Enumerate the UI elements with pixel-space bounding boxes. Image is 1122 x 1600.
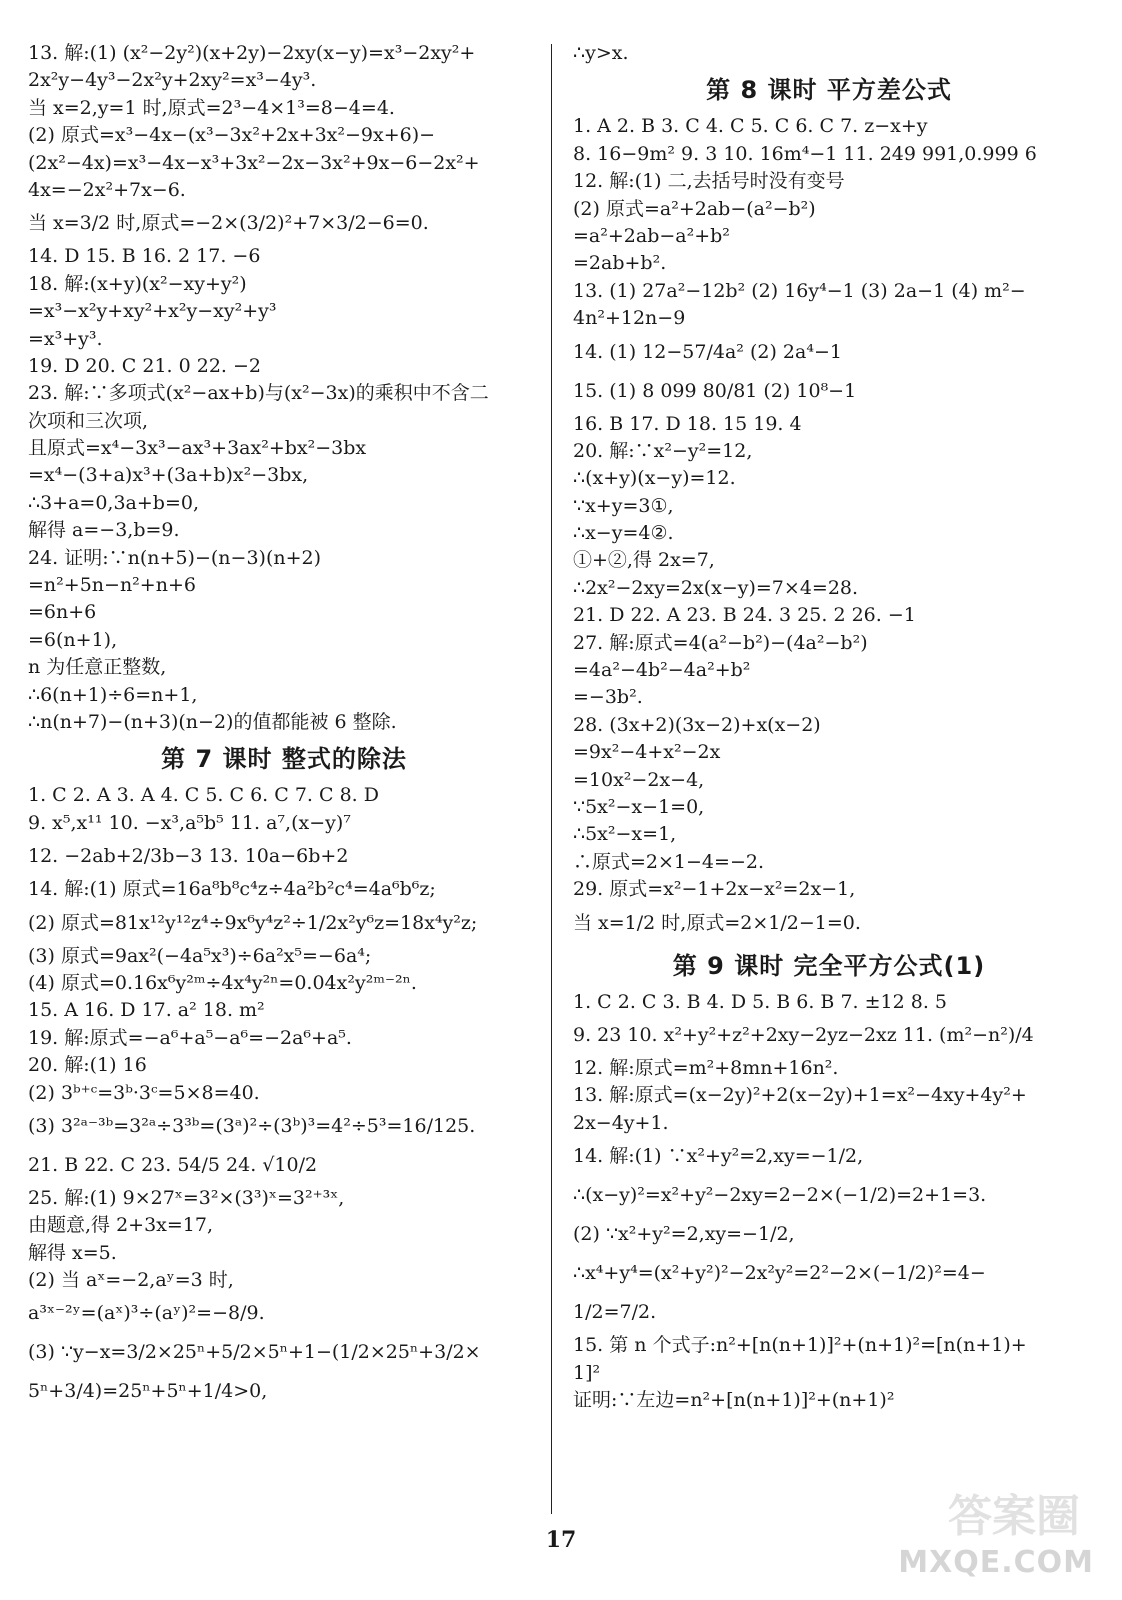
answer-line: =x⁴−(3+a)x³+(3a+b)x²−3bx, [28,464,309,487]
answer-line: 14. 解:(1) 原式=16a⁸b⁸c⁴z÷4a²b²c⁴=4a⁶b⁶z; [28,878,436,901]
right-column [573,40,1085,1414]
answer-line: 13. (1) 27a²−12b² (2) 16y⁴−1 (3) 2a−1 (4) m²− [573,279,1026,302]
answer-line: (3) 3²ᵃ⁻³ᵇ=3²ᵃ÷3³ᵇ=(3ᵃ)²÷(3ᵇ)³=4²÷5³=16/125. [28,1114,476,1137]
answer-line: (2x²−4x)=x³−4x−x³+3x²−2x−3x²+9x−6−2x²+ [28,151,480,174]
answer-line: =6(n+1), [28,628,118,651]
answer-line: 15. (1) 8 099 80/81 (2) 10⁸−1 [573,379,857,402]
page-number: 17 [545,1527,577,1553]
answer-line: 13. 解:原式=(x−2y)²+2(x−2y)+1=x²−4xy+4y²+ [573,1084,1027,1107]
answer-line: 24. 证明:∵n(n+5)−(n−3)(n+2) [28,546,322,569]
answer-line: 1/2=7/2. [573,1301,657,1324]
answer-line: 当 x=1/2 时,原式=2×1/2−1=0. [573,911,861,934]
answer-line: ∴y>x. [573,42,629,64]
answer-line: 16. B 17. D 18. 15 19. 4 [573,412,802,435]
answer-line: 25. 解:(1) 9×27ˣ=3²×(3³)ˣ=3²⁺³ˣ, [28,1186,345,1209]
answer-line: 解得 x=5. [28,1241,117,1264]
answer-line: =6n+6 [28,601,97,624]
answer-line: 2x²y−4y³−2x²y+2xy²=x³−4y³. [28,69,317,92]
answer-line: =a²+2ab−a²+b² [573,224,730,247]
answer-line: 9. x⁵,x¹¹ 10. −x³,a⁵b⁵ 11. a⁷,(x−y)⁷ [28,811,351,834]
answer-line: (2) 3ᵇ⁺ᶜ=3ᵇ·3ᶜ=5×8=40. [28,1081,260,1104]
answer-line: ∴x−y=4②. [573,522,674,545]
answer-line: 19. D 20. C 21. 0 22. −2 [28,354,262,377]
answer-line: =2ab+b². [573,252,667,275]
answer-line: ∴5x²−x=1, [573,823,677,846]
answer-line: 20. 解:∵x²−y²=12, [573,439,753,462]
answer-line: =10x²−2x−4, [573,768,705,791]
answer-line: ∴n(n+7)−(n+3)(n−2)的值都能被 6 整除. [28,710,397,733]
answer-line: 12. 解:(1) 二,去括号时没有变号 [573,170,845,193]
answer-line: 当 x=3/2 时,原式=−2×(3/2)²+7×3/2−6=0. [28,212,429,235]
answer-line: 21. B 22. C 23. 54/5 24. √10/2 [28,1153,318,1176]
answer-line: 21. D 22. A 23. B 24. 3 25. 2 26. −1 [573,604,916,627]
answer-line: 当 x=2,y=1 时,原式=2³−4×1³=8−4=4. [28,96,395,119]
watermark-logo-glyphs: 答案圈 [948,1491,1080,1542]
answer-line: (2) 原式=81x¹²y¹²z⁴÷9x⁶y⁴z²÷1/2x²y⁶z=18x⁴y²z; [28,911,478,934]
answer-line: ∴6(n+1)÷6=n+1, [28,683,198,706]
answer-line: ∴(x+y)(x−y)=12. [573,467,736,490]
answer-line: =n²+5n−n²+n+6 [28,574,196,597]
answer-line: 4x=−2x²+7x−6. [28,178,186,201]
answer-line: 1. A 2. B 3. C 4. C 5. C 6. C 7. z−x+y [573,115,928,138]
answer-line: ∴(x−y)²=x²+y²−2xy=2−2×(−1/2)=2+1=3. [573,1184,987,1207]
answer-line: ∵x+y=3①, [573,494,674,517]
answer-line: 4n²+12n−9 [573,307,686,330]
answer-line: 18. 解:(x+y)(x²−xy+y²) [28,272,247,295]
answer-line: (2) ∵x²+y²=2,xy=−1/2, [573,1223,795,1246]
answer-line: 19. 解:原式=−a⁶+a⁵−a⁶=−2a⁶+a⁵. [28,1026,352,1049]
answer-line: 9. 23 10. x²+y²+z²+2xy−2yz−2xz 11. (m²−n²)/4 [573,1023,1034,1046]
answer-line: 1. C 2. A 3. A 4. C 5. C 6. C 7. C 8. D [28,784,379,807]
answer-line: =9x²−4+x²−2x [573,741,721,764]
answer-line: 2x−4y+1. [573,1111,669,1134]
answer-line: ∴3+a=0,3a+b=0, [28,491,200,514]
answer-line: (3) 原式=9ax²(−4a⁵x³)÷6a²x⁵=−6a⁴; [28,944,372,967]
answer-line: 1. C 2. C 3. B 4. D 5. B 6. B 7. ±12 8. 5 [573,990,947,1013]
answer-line: =4a²−4b²−4a²+b² [573,659,751,682]
answer-line: ∵5x²−x−1=0, [573,795,705,818]
section-heading: 第 9 课时 完全平方公式(1) [672,951,986,980]
answer-line: 14. (1) 12−57/4a² (2) 2a⁴−1 [573,340,842,363]
answer-line: ∴2x²−2xy=2x(x−y)=7×4=28. [573,576,859,599]
answer-line: 13. 解:(1) (x²−2y²)(x+2y)−2xy(x−y)=x³−2xy²+ [28,42,476,64]
answer-line: 1]² [573,1361,601,1384]
left-column [28,40,540,1411]
answer-line: =x³−x²y+xy²+x²y−xy²+y³ [28,300,277,323]
answer-line: ∴x⁴+y⁴=(x²+y²)²−2x²y²=2²−2×(−1/2)²=4− [573,1262,986,1285]
answer-line: (3) ∵y−x=3/2×25ⁿ+5/2×5ⁿ+1−(1/2×25ⁿ+3/2× [28,1341,481,1364]
answer-line: n 为任意正整数, [28,656,167,679]
answer-line: 27. 解:原式=4(a²−b²)−(4a²−b²) [573,631,868,654]
answer-line: 28. (3x+2)(3x−2)+x(x−2) [573,713,821,736]
answer-line: 证明:∵左边=n²+[n(n+1)]²+(n+1)² [573,1388,895,1411]
answer-line: 15. A 16. D 17. a² 18. m² [28,999,265,1022]
answer-line: 12. −2ab+2/3b−3 13. 10a−6b+2 [28,845,349,868]
answer-line: a³ˣ⁻²ʸ=(aˣ)³÷(aʸ)²=−8/9. [28,1302,265,1325]
answer-line: 5ⁿ+3/4)=25ⁿ+5ⁿ+1/4>0, [28,1380,268,1403]
answer-line: (2) 原式=a²+2ab−(a²−b²) [573,197,816,220]
answer-line: (2) 当 aˣ=−2,aʸ=3 时, [28,1269,234,1292]
answer-line: 且原式=x⁴−3x³−ax³+3ax²+bx²−3bx [28,437,367,460]
answer-line: 次项和三次项, [28,409,149,432]
answer-line: ∴原式=2×1−4=−2. [573,850,764,873]
answer-line: 12. 解:原式=m²+8mn+16n². [573,1056,839,1079]
watermark-logo [884,1480,1094,1580]
answer-line: 14. D 15. B 16. 2 17. −6 [28,245,261,268]
answer-line: 20. 解:(1) 16 [28,1054,147,1077]
answer-line: 29. 原式=x²−1+2x−x²=2x−1, [573,878,856,901]
answer-line: (2) 原式=x³−4x−(x³−3x²+2x+3x²−9x+6)− [28,124,436,147]
answer-line: 15. 第 n 个式子:n²+[n(n+1)]²+(n+1)²=[n(n+1)+ [573,1334,1027,1357]
answer-line: (4) 原式=0.16x⁶y²ᵐ÷4x⁴y²ⁿ=0.04x²y²ᵐ⁻²ⁿ. [28,971,417,994]
section-heading: 第 8 课时 平方差公式 [706,76,952,105]
answer-line: 解得 a=−3,b=9. [28,519,180,542]
watermark-text: MXQE.COM [898,1545,1094,1580]
section-heading: 第 7 课时 整式的除法 [161,745,407,774]
column-divider [551,44,552,1514]
answer-line: 23. 解:∵多项式(x²−ax+b)与(x²−3x)的乘积中不含二 [28,382,489,405]
answer-line: 8. 16−9m² 9. 3 10. 16m⁴−1 11. 249 991,0.999 6 [573,142,1037,165]
answer-line: ①+②,得 2x=7, [573,549,715,572]
answer-line: =x³+y³. [28,327,103,350]
answer-line: =−3b². [573,686,643,709]
answer-line: 由题意,得 2+3x=17, [28,1214,214,1237]
answer-line: 14. 解:(1) ∵x²+y²=2,xy=−1/2, [573,1145,864,1168]
